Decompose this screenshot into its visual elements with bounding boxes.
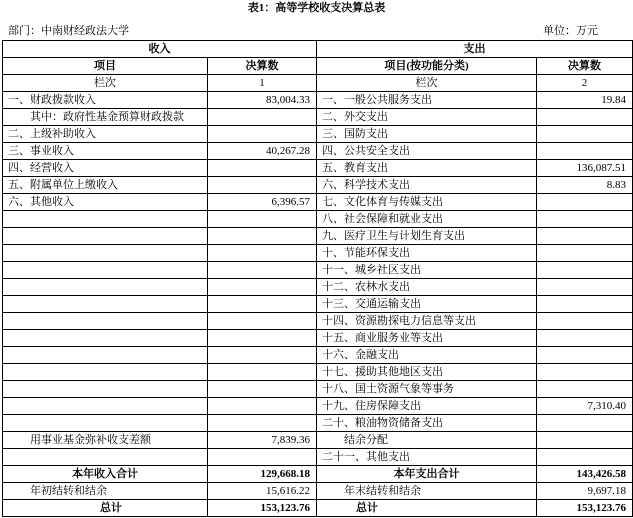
expense-item: 五、教育支出 (317, 160, 537, 177)
expense-amount-column-header: 决算数 (537, 58, 633, 75)
expense-item: 结余分配 (317, 432, 537, 449)
table-row (3, 279, 633, 296)
income-item: 五、附属单位上缴收入 (3, 177, 208, 194)
expense-item: 十、节能环保支出 (317, 245, 537, 262)
expense-item: 八、社会保障和就业支出 (317, 211, 537, 228)
income-carryover-label: 年初结转和结余 (3, 483, 208, 500)
income-grand-total-label: 总计 (3, 500, 208, 517)
expense-year-total-amount: 143,426.58 (537, 466, 633, 483)
expense-amount (537, 228, 633, 245)
expense-amount (537, 415, 633, 432)
income-section-header: 收入 (3, 41, 317, 58)
income-amount (208, 177, 317, 194)
column-header-row (3, 58, 633, 75)
table-row (3, 381, 633, 398)
income-amount (208, 381, 317, 398)
expense-item: 九、医疗卫生与计划生育支出 (317, 228, 537, 245)
expense-amount: 136,087.51 (537, 160, 633, 177)
income-index-value: 1 (208, 75, 317, 92)
income-item: 用事业基金弥补收支差额 (3, 432, 208, 449)
unit-label: 单位：万元 (543, 25, 598, 37)
expense-item: 二十一、其他支出 (317, 449, 537, 466)
income-item (3, 330, 208, 347)
table-row (3, 194, 633, 211)
expense-item: 三、国防支出 (317, 126, 537, 143)
table-row (3, 92, 633, 109)
table-row (3, 211, 633, 228)
expense-item: 十七、援助其他地区支出 (317, 364, 537, 381)
table-row (3, 398, 633, 415)
expense-amount (537, 262, 633, 279)
income-amount (208, 160, 317, 177)
expense-item: 一、一般公共服务支出 (317, 92, 537, 109)
expense-item: 十二、农林水支出 (317, 279, 537, 296)
income-year-total-label: 本年收入合计 (3, 466, 208, 483)
income-amount: 40,267.28 (208, 143, 317, 160)
expense-item: 四、公共安全支出 (317, 143, 537, 160)
income-item (3, 296, 208, 313)
expense-amount (537, 364, 633, 381)
income-carryover-amount: 15,616.22 (208, 483, 317, 500)
expense-item: 十五、商业服务业等支出 (317, 330, 537, 347)
expense-carryover-label: 年末结转和结余 (317, 483, 537, 500)
income-item: 六、其他收入 (3, 194, 208, 211)
expense-item: 二十、粮油物资储备支出 (317, 415, 537, 432)
department-label: 部门：中南财经政法大学 (8, 25, 129, 37)
income-amount (208, 364, 317, 381)
carryover-row (3, 483, 633, 500)
expense-amount (537, 211, 633, 228)
income-amount (208, 262, 317, 279)
income-item (3, 211, 208, 228)
expense-item: 十四、资源勘探电力信息等支出 (317, 313, 537, 330)
income-amount (208, 415, 317, 432)
table-row (3, 228, 633, 245)
income-amount (208, 245, 317, 262)
table-row (3, 262, 633, 279)
income-item (3, 347, 208, 364)
expense-amount (537, 109, 633, 126)
expense-amount (537, 296, 633, 313)
expense-index-value: 2 (537, 75, 633, 92)
expense-section-header: 支出 (317, 41, 633, 58)
income-amount (208, 449, 317, 466)
expense-amount (537, 330, 633, 347)
table-row (3, 109, 633, 126)
income-amount (208, 330, 317, 347)
income-amount (208, 279, 317, 296)
income-item: 一、财政拨款收入 (3, 92, 208, 109)
income-amount (208, 296, 317, 313)
table-row (3, 415, 633, 432)
expense-item-column-header: 项目(按功能分类) (317, 58, 537, 75)
expense-item: 十三、交通运输支出 (317, 296, 537, 313)
expense-grand-total-label: 总计 (317, 500, 537, 517)
table-row (3, 296, 633, 313)
income-amount (208, 126, 317, 143)
income-amount (208, 228, 317, 245)
income-index-label: 栏次 (3, 75, 208, 92)
income-item: 其中：政府性基金预算财政拨款 (3, 109, 208, 126)
income-item (3, 398, 208, 415)
table-row (3, 160, 633, 177)
expense-amount (537, 313, 633, 330)
income-amount (208, 398, 317, 415)
income-item: 三、事业收入 (3, 143, 208, 160)
table-row (3, 245, 633, 262)
income-item (3, 364, 208, 381)
grand-total-row (3, 500, 633, 517)
table-row (3, 364, 633, 381)
income-item (3, 381, 208, 398)
expense-item: 六、科学技术支出 (317, 177, 537, 194)
expense-item: 二、外交支出 (317, 109, 537, 126)
expense-item: 七、文化体育与传媒支出 (317, 194, 537, 211)
income-item (3, 449, 208, 466)
expense-grand-total-amount: 153,123.76 (537, 500, 633, 517)
income-item-column-header: 项目 (3, 58, 208, 75)
income-item (3, 279, 208, 296)
expense-carryover-amount: 9,697.18 (537, 483, 633, 500)
table-row (3, 347, 633, 364)
income-amount: 7,839.36 (208, 432, 317, 449)
income-item (3, 245, 208, 262)
table-title: 表1：高等学校收支决算总表 (247, 2, 386, 14)
income-amount (208, 211, 317, 228)
expense-amount (537, 449, 633, 466)
expense-amount (537, 279, 633, 296)
expense-item: 十六、金融支出 (317, 347, 537, 364)
expense-amount: 19.84 (537, 92, 633, 109)
expense-item: 十九、住房保障支出 (317, 398, 537, 415)
expense-amount (537, 347, 633, 364)
table-row (3, 177, 633, 194)
expense-amount (537, 381, 633, 398)
income-grand-total-amount: 153,123.76 (208, 500, 317, 517)
expense-amount (537, 432, 633, 449)
income-item (3, 262, 208, 279)
expense-amount: 7,310.40 (537, 398, 633, 415)
table-row (3, 432, 633, 449)
year-total-row (3, 466, 633, 483)
expense-amount (537, 194, 633, 211)
table-row (3, 449, 633, 466)
budget-summary-table (2, 40, 633, 517)
income-amount-column-header: 决算数 (208, 58, 317, 75)
expense-amount (537, 143, 633, 160)
income-item: 四、经营收入 (3, 160, 208, 177)
table-row (3, 330, 633, 347)
expense-year-total-label: 本年支出合计 (317, 466, 537, 483)
section-header-row (3, 41, 633, 58)
income-amount: 83,004.33 (208, 92, 317, 109)
expense-amount (537, 245, 633, 262)
table-row (3, 126, 633, 143)
table-row (3, 143, 633, 160)
expense-item: 十一、城乡社区支出 (317, 262, 537, 279)
column-index-row (3, 75, 633, 92)
expense-item: 十八、国土资源气象等事务 (317, 381, 537, 398)
income-item: 二、上级补助收入 (3, 126, 208, 143)
income-item (3, 415, 208, 432)
income-amount: 6,396.57 (208, 194, 317, 211)
income-amount (208, 109, 317, 126)
expense-amount (537, 126, 633, 143)
expense-index-label: 栏次 (317, 75, 537, 92)
income-amount (208, 347, 317, 364)
expense-amount: 8.83 (537, 177, 633, 194)
income-year-total-amount: 129,668.18 (208, 466, 317, 483)
income-item (3, 228, 208, 245)
income-item (3, 313, 208, 330)
table-row (3, 313, 633, 330)
income-amount (208, 313, 317, 330)
